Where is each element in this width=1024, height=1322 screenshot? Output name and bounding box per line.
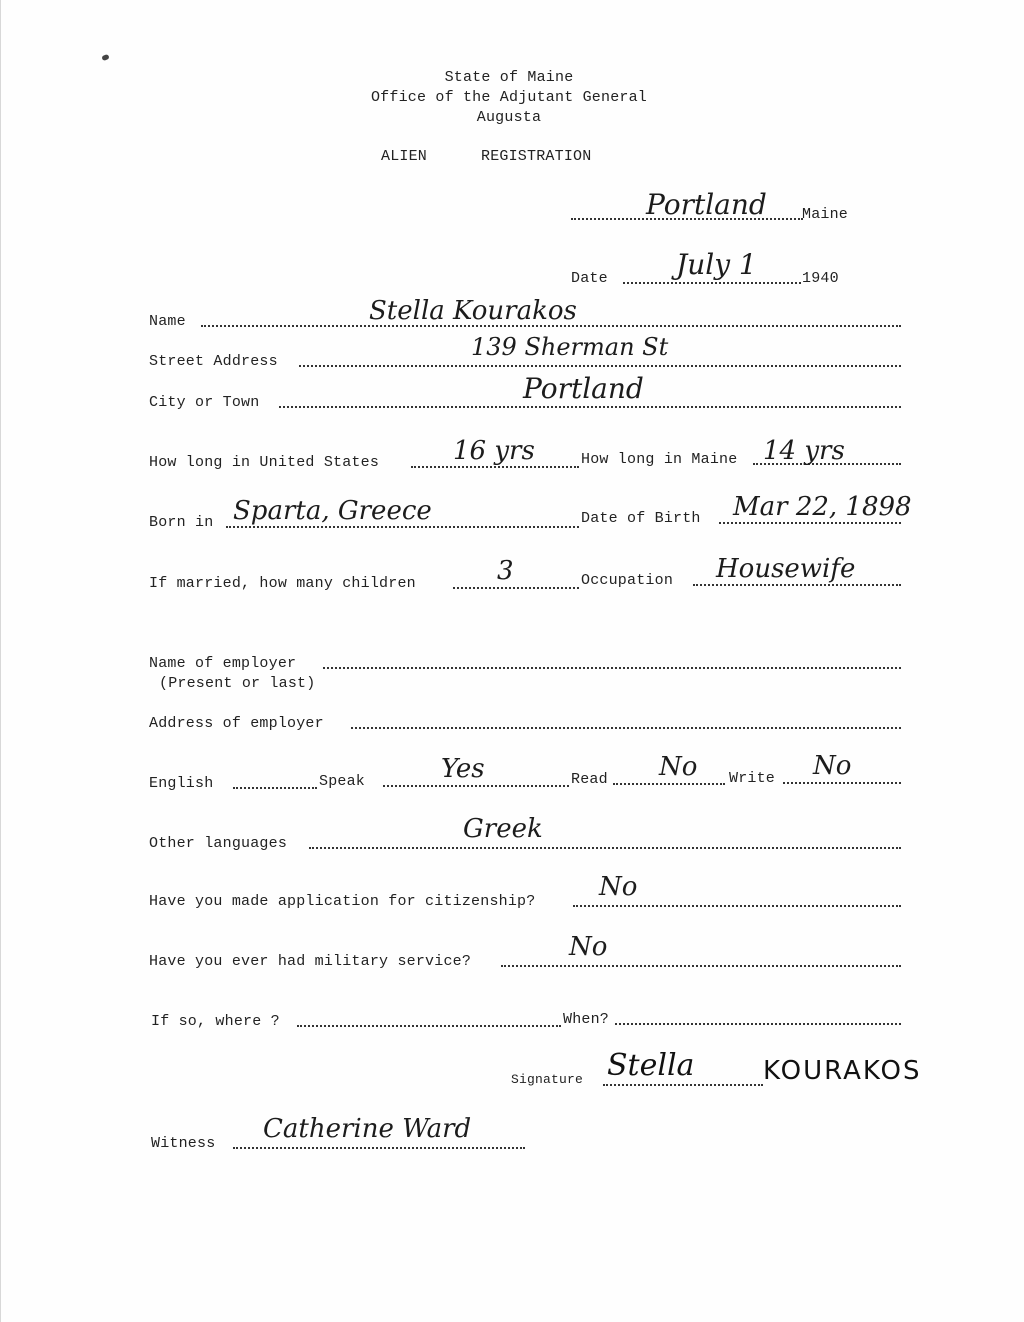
maine-label: How long in Maine xyxy=(581,451,738,468)
children-value: 3 xyxy=(497,556,514,586)
header-city: Augusta xyxy=(476,109,542,126)
english-dots xyxy=(233,787,317,789)
write-dots xyxy=(783,782,901,784)
us-label: How long in United States xyxy=(149,454,380,471)
ink-mark xyxy=(101,54,109,61)
header-office: Office of the Adjutant General xyxy=(370,89,648,106)
read-value: No xyxy=(659,752,698,782)
when-dots xyxy=(615,1023,901,1025)
employer-sub: (Present or last) xyxy=(159,675,316,692)
military-dots xyxy=(501,965,901,967)
us-dots xyxy=(411,466,579,468)
read-label: Read xyxy=(571,771,608,788)
us-value: 16 yrs xyxy=(453,436,535,466)
english-label: English xyxy=(149,775,214,792)
dob-label: Date of Birth xyxy=(581,510,701,527)
other-lang-dots xyxy=(309,847,901,849)
born-value: Sparta, Greece xyxy=(233,496,432,526)
born-dots xyxy=(226,526,579,528)
header-alien: ALIEN xyxy=(381,148,428,165)
children-dots xyxy=(453,587,579,589)
other-lang-label: Other languages xyxy=(149,835,288,852)
header-state: State of Maine xyxy=(444,69,574,86)
employer-addr-label: Address of employer xyxy=(149,715,324,732)
date-year: 1940 xyxy=(802,270,839,287)
citizenship-dots xyxy=(573,905,901,907)
signature-last: KOURAKOS xyxy=(763,1056,922,1086)
date-value: July 1 xyxy=(676,248,757,281)
born-label: Born in xyxy=(149,514,214,531)
employer-dots xyxy=(323,667,901,669)
occupation-dots xyxy=(693,584,901,586)
maine-value: 14 yrs xyxy=(763,436,845,466)
write-label: Write xyxy=(729,770,776,787)
speak-dots xyxy=(383,785,569,787)
city-dots xyxy=(279,406,901,408)
occupation-value: Housewife xyxy=(716,554,856,584)
street-value: 139 Sherman St xyxy=(471,333,669,361)
employer-addr-dots xyxy=(351,727,901,729)
date-dots xyxy=(623,282,801,284)
signature-label: Signature xyxy=(511,1072,584,1087)
dob-value: Mar 22, 1898 xyxy=(733,492,912,522)
witness-dots xyxy=(233,1147,525,1149)
where-dots xyxy=(297,1025,561,1027)
dob-dots xyxy=(719,522,901,524)
date-label: Date xyxy=(571,270,608,287)
employer-label: Name of employer xyxy=(149,655,297,672)
children-label: If married, how many children xyxy=(149,575,416,592)
signature-dots xyxy=(603,1084,763,1086)
occupation-label: Occupation xyxy=(581,572,674,589)
city-value: Portland xyxy=(523,372,644,405)
where-label: If so, where ? xyxy=(151,1013,280,1030)
when-label: When? xyxy=(563,1011,610,1028)
speak-value: Yes xyxy=(441,754,485,784)
street-dots xyxy=(299,365,901,367)
place-suffix: Maine xyxy=(802,206,849,223)
citizenship-value: No xyxy=(599,872,638,902)
witness-label: Witness xyxy=(151,1135,216,1152)
speak-label: Speak xyxy=(319,773,366,790)
military-label: Have you ever had military service? xyxy=(149,953,472,970)
read-dots xyxy=(613,783,725,785)
other-lang-value: Greek xyxy=(463,814,543,844)
city-label: City or Town xyxy=(149,394,260,411)
witness-value: Catherine Ward xyxy=(263,1114,472,1144)
citizenship-label: Have you made application for citizenship? xyxy=(149,893,536,910)
military-value: No xyxy=(569,932,608,962)
write-value: No xyxy=(813,751,852,781)
header-registration: REGISTRATION xyxy=(481,148,592,165)
signature-first: Stella xyxy=(607,1048,695,1083)
name-value: Stella Kourakos xyxy=(369,296,577,326)
place-value: Portland xyxy=(646,188,767,221)
street-label: Street Address xyxy=(149,353,278,370)
name-label: Name xyxy=(149,313,186,330)
